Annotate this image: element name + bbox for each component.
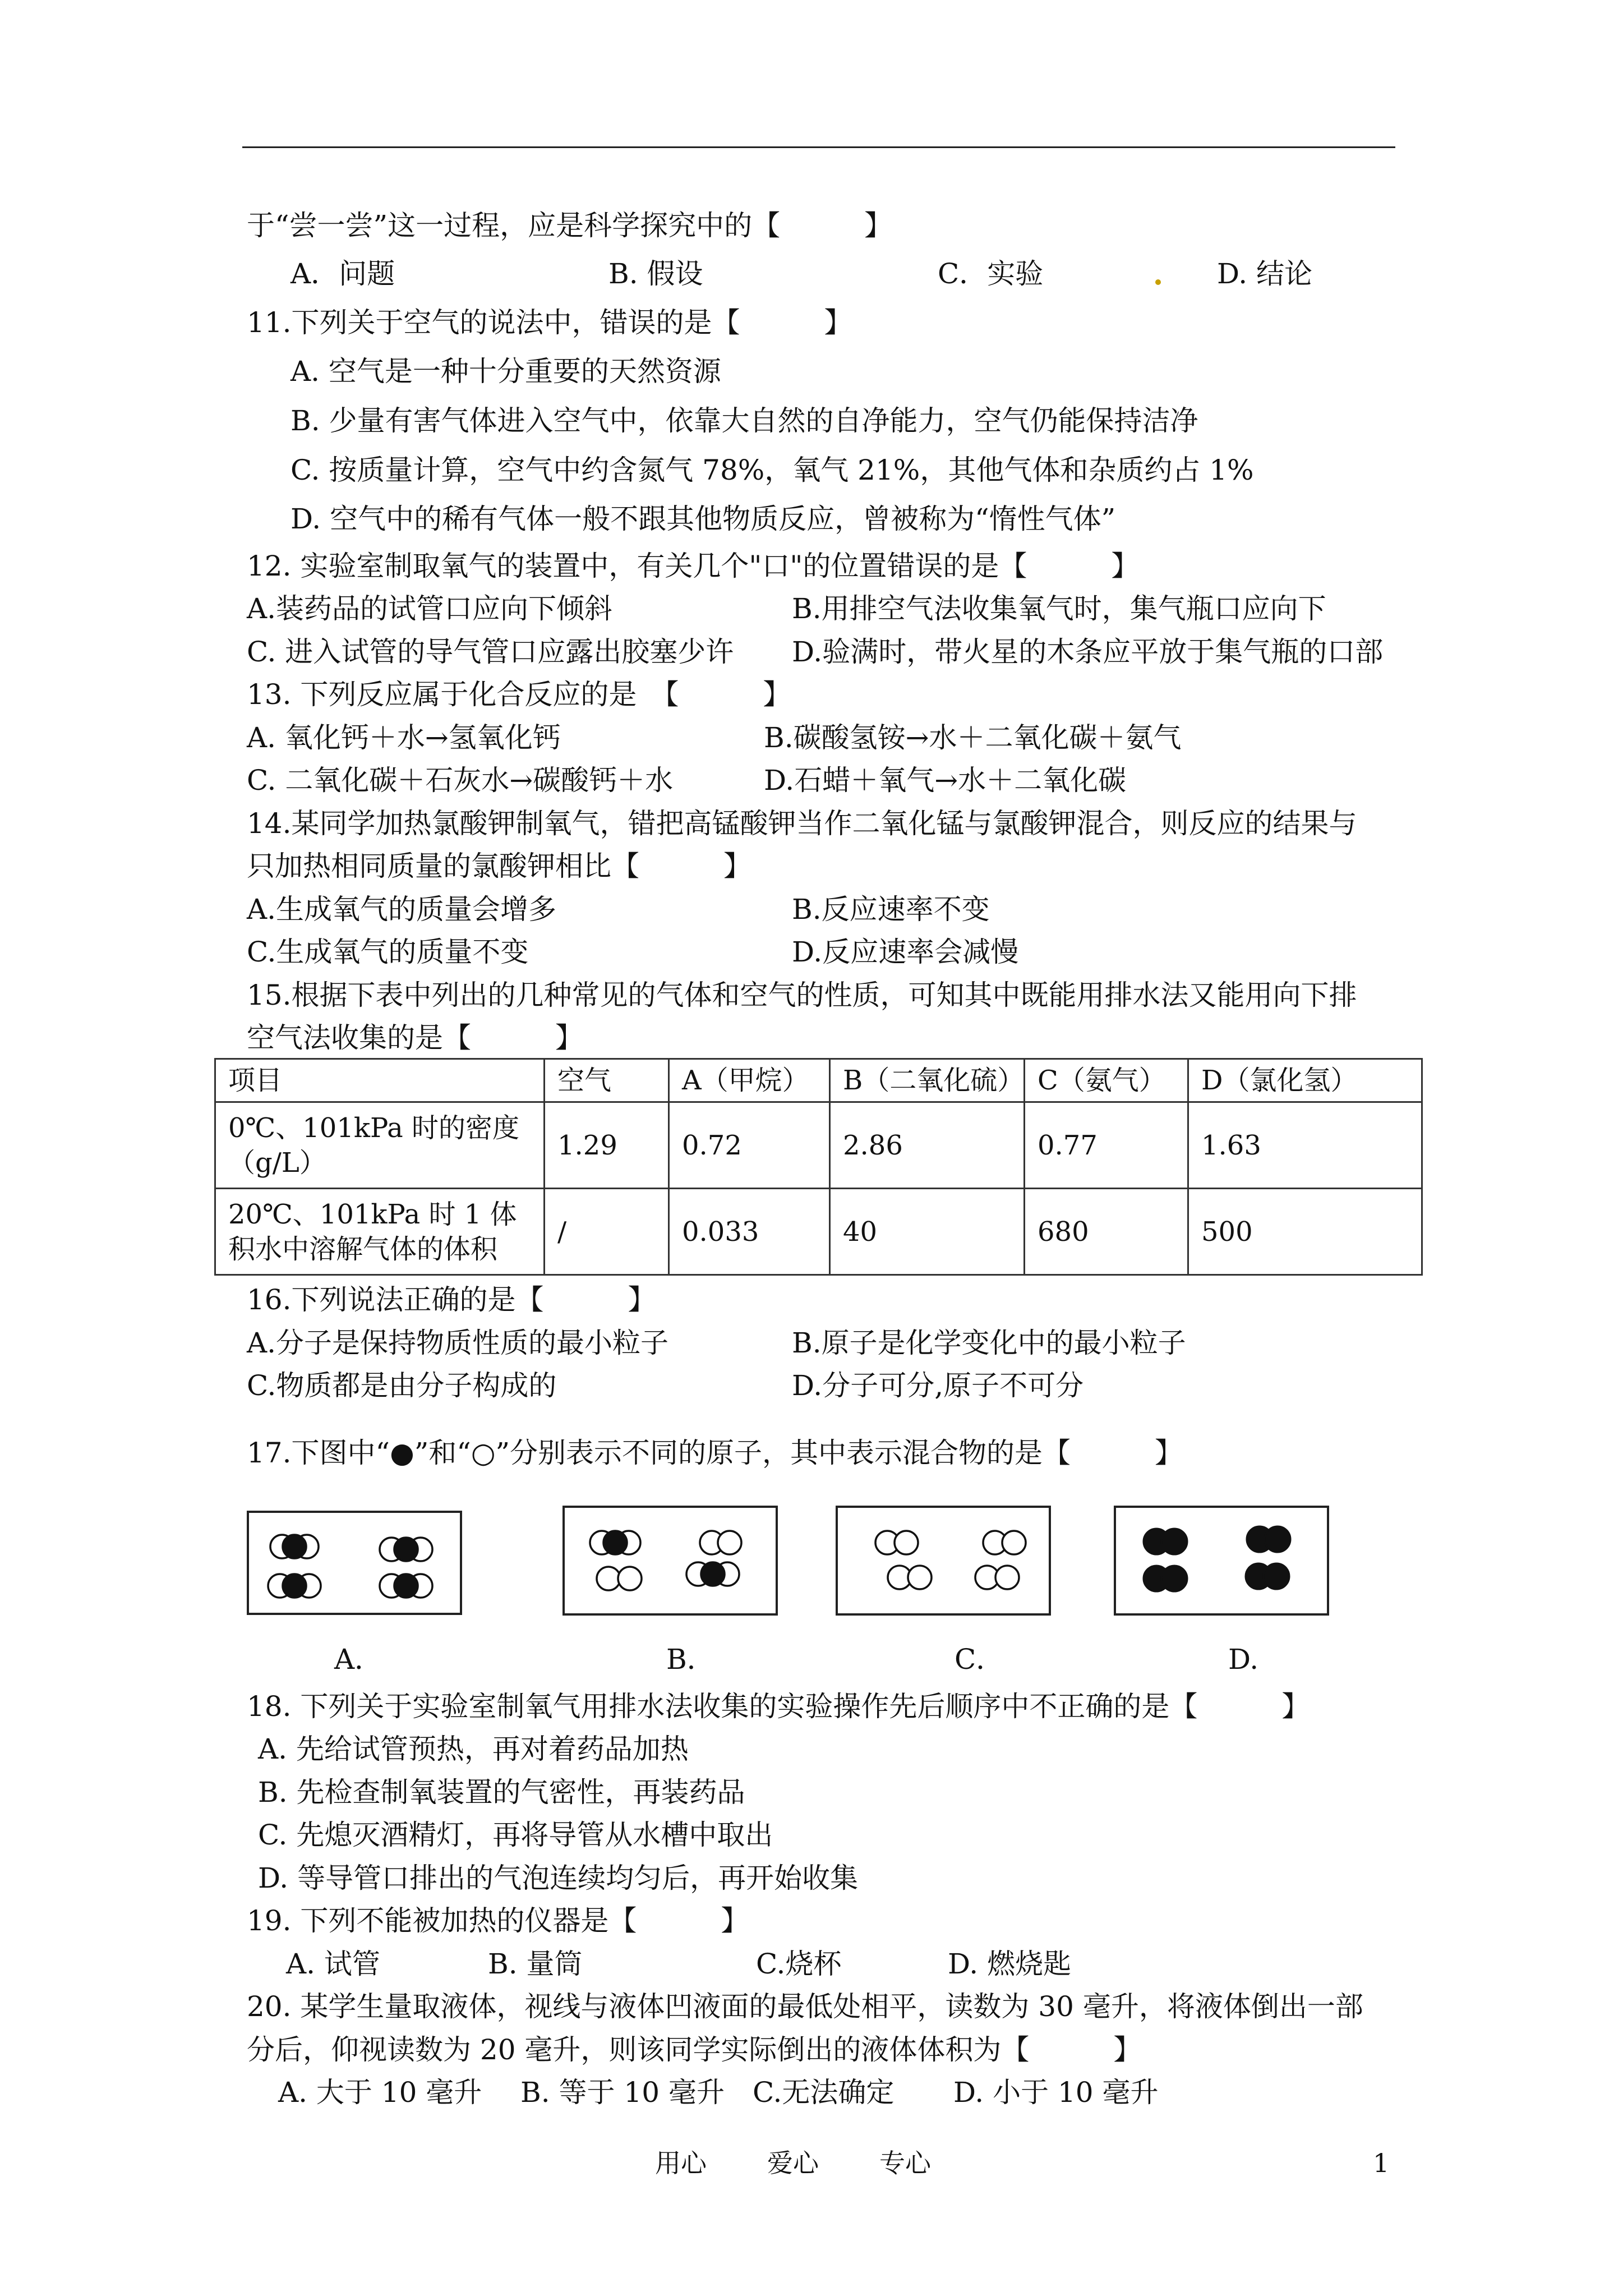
q19-option-a: A. 试管 — [286, 1948, 380, 1980]
q18-option-a: A. 先给试管预热，再对着药品加热 — [258, 1733, 689, 1765]
q19-option-b: B. 量筒 — [488, 1948, 583, 1980]
q17-stem: 17.下图中“●”和“○”分别表示不同的原子，其中表示混合物的是【 】 — [247, 1437, 1183, 1469]
q14-option-b: B.反应速率不变 — [792, 893, 990, 926]
table-header-cell: B（二氧化硫） — [830, 1059, 1025, 1102]
q12-stem: 12. 实验室制取氧气的装置中，有关几个"口"的位置错误的是【 】 — [247, 550, 1140, 582]
q15-stem-line1: 15.根据下表中列出的几种常见的气体和空气的性质，可知其中既能用排水法又能用向下排 — [247, 979, 1357, 1011]
table-row-label: 0℃、101kPa 时的密度（g/L） — [215, 1102, 545, 1189]
page-number: 1 — [1373, 2148, 1390, 2178]
q10-stem-tail: 于“尝一尝”这一过程，应是科学探究中的【 】 — [247, 209, 893, 242]
q16-option-d: D.分子可分,原子不可分 — [792, 1369, 1084, 1402]
gas-properties-table — [214, 1058, 1423, 1276]
diagram-a-molecules — [249, 1513, 460, 1613]
molecule-diagram-b — [562, 1506, 778, 1616]
molecule-diagram-a — [247, 1511, 462, 1615]
q11-option-d: D. 空气中的稀有气体一般不跟其他物质反应，曾被称为“惰性气体” — [291, 503, 1116, 535]
diagram-d-molecules — [1116, 1508, 1327, 1613]
footer-motto-2: 爱心 — [767, 2148, 819, 2178]
table-row — [215, 1189, 1422, 1275]
q12-option-a: A.装药品的试管口应向下倾斜 — [247, 592, 613, 625]
q15-stem-line2: 空气法收集的是【 】 — [247, 1022, 583, 1054]
diagram-label-c: C． — [955, 1643, 1004, 1676]
q13-option-b: B.碳酸氢铵→水＋二氧化碳＋氨气 — [764, 721, 1182, 754]
table-cell: 680 — [1025, 1189, 1188, 1275]
q18-option-d: D. 等导管口排出的气泡连续均匀后，再开始收集 — [258, 1862, 859, 1894]
q20-option-c: C.无法确定 — [753, 2076, 895, 2109]
table-cell: 0.72 — [669, 1102, 830, 1189]
table-cell: 500 — [1188, 1189, 1422, 1275]
q14-stem-line1: 14.某同学加热氯酸钾制氧气，错把高锰酸钾当作二氧化锰与氯酸钾混合，则反应的结果与 — [247, 807, 1357, 840]
q14-option-c: C.生成氧气的质量不变 — [247, 936, 529, 968]
q18-option-c: C. 先熄灭酒精灯，再将导管从水槽中取出 — [258, 1819, 773, 1851]
table-row — [215, 1102, 1422, 1189]
diagram-label-b: B． — [666, 1643, 715, 1676]
stray-dot — [1155, 279, 1161, 285]
footer-motto-3: 专心 — [879, 2148, 931, 2178]
molecule-diagram-d — [1114, 1506, 1329, 1616]
q18-option-b: B. 先检查制氧装置的气密性，再装药品 — [258, 1776, 745, 1809]
q11-option-c: C. 按质量计算，空气中约含氮气 78%，氧气 21%，其他气体和杂质约占 1% — [291, 454, 1254, 486]
q16-option-a: A.分子是保持物质性质的最小粒子 — [247, 1327, 669, 1359]
q16-option-b: B.原子是化学变化中的最小粒子 — [792, 1327, 1186, 1359]
q14-option-a: A.生成氧气的质量会增多 — [247, 893, 557, 926]
q18-stem: 18. 下列关于实验室制氧气用排水法收集的实验操作先后顺序中不正确的是【 】 — [247, 1690, 1310, 1723]
q14-option-d: D.反应速率会减慢 — [792, 936, 1019, 968]
q13-option-a: A. 氧化钙＋水→氢氧化钙 — [247, 721, 561, 754]
q12-option-b: B.用排空气法收集氧气时，集气瓶口应向下 — [792, 592, 1326, 625]
q20-option-d: D. 小于 10 毫升 — [953, 2076, 1159, 2109]
table-header-cell: D（氯化氢） — [1188, 1059, 1422, 1102]
q12-option-d: D.验满时，带火星的木条应平放于集气瓶的口部 — [792, 636, 1384, 668]
q12-option-c: C. 进入试管的导气管口应露出胶塞少许 — [247, 636, 734, 668]
diagram-label-d: D. — [1228, 1643, 1259, 1676]
table-cell: 1.29 — [545, 1102, 669, 1189]
table-cell: 0.033 — [669, 1189, 830, 1275]
table-header-cell: C（氨气） — [1025, 1059, 1188, 1102]
q16-option-c: C.物质都是由分子构成的 — [247, 1369, 557, 1402]
q13-option-c: C. 二氧化碳＋石灰水→碳酸钙＋水 — [247, 764, 674, 797]
q11-stem: 11.下列关于空气的说法中，错误的是【 】 — [247, 306, 852, 339]
table-header-row — [215, 1059, 1422, 1102]
q16-stem: 16.下列说法正确的是【 】 — [247, 1283, 656, 1316]
q20-stem-line2: 分后，仰视读数为 20 毫升，则该同学实际倒出的液体体积为【 】 — [247, 2033, 1142, 2066]
table-header-cell: 空气 — [545, 1059, 669, 1102]
table-cell: 2.86 — [830, 1102, 1025, 1189]
table-row-label: 20℃、101kPa 时 1 体积水中溶解气体的体积 — [215, 1189, 545, 1275]
q13-option-d: D.石蜡＋氧气→水＋二氧化碳 — [764, 764, 1127, 797]
q10-option-b: B. 假设 — [608, 257, 703, 290]
diagram-b-molecules — [565, 1508, 776, 1613]
q11-option-a: A. 空气是一种十分重要的天然资源 — [291, 355, 721, 388]
header-rule — [242, 146, 1395, 148]
table-cell: 1.63 — [1188, 1102, 1422, 1189]
q20-option-a: A. 大于 10 毫升 — [278, 2076, 482, 2109]
table-cell: 40 — [830, 1189, 1025, 1275]
q13-stem: 13. 下列反应属于化合反应的是 【 】 — [247, 678, 791, 711]
q10-option-c: C．实验 — [938, 257, 1044, 290]
q11-option-b: B. 少量有害气体进入空气中，依靠大自然的自净能力，空气仍能保持洁净 — [291, 404, 1198, 437]
q10-option-d: D. 结论 — [1217, 257, 1313, 290]
q20-stem-line1: 20. 某学生量取液体，视线与液体凹液面的最低处相平，读数为 30 毫升，将液体倒出一部 — [247, 1990, 1363, 2023]
q20-option-b: B. 等于 10 毫升 — [520, 2076, 725, 2109]
q14-stem-line2: 只加热相同质量的氯酸钾相比【 】 — [247, 850, 751, 882]
table-cell: / — [545, 1189, 669, 1275]
diagram-c-molecules — [838, 1508, 1049, 1613]
table-header-cell: 项目 — [215, 1059, 545, 1102]
q19-stem: 19. 下列不能被加热的仪器是【 】 — [247, 1904, 749, 1937]
q19-option-d: D. 燃烧匙 — [948, 1948, 1072, 1980]
footer-motto-1: 用心 — [655, 2148, 707, 2178]
table-cell: 0.77 — [1025, 1102, 1188, 1189]
molecule-diagram-c — [836, 1506, 1051, 1616]
q19-option-c: C.烧杯 — [756, 1948, 842, 1980]
diagram-label-a: A． — [334, 1643, 383, 1676]
q10-option-a: A．问题 — [291, 257, 395, 290]
table-header-cell: A（甲烷） — [669, 1059, 830, 1102]
